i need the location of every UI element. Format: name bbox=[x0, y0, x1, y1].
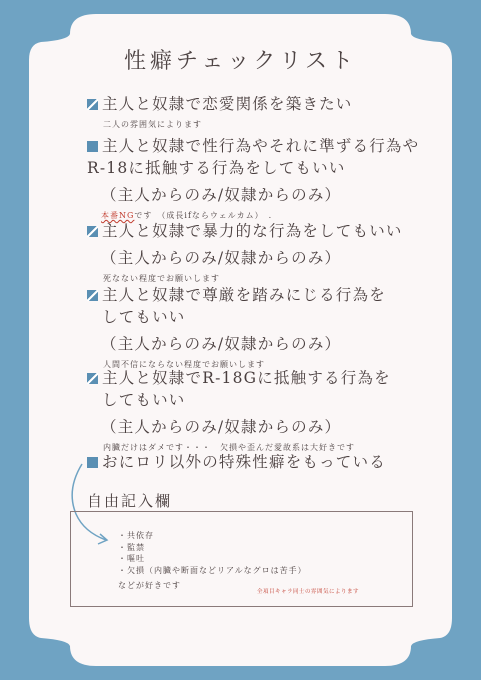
free-entry-footnote: 全項目キャラ同士の雰囲気によります bbox=[257, 589, 360, 595]
ng-text: 本番NG bbox=[101, 211, 135, 220]
free-entry-label: 自由記入欄 bbox=[87, 492, 173, 510]
item-text: 主人と奴隷で性行為やそれに準ずる行為や bbox=[102, 137, 420, 155]
checklist-item-5 bbox=[87, 368, 391, 453]
list-item: ・嘔吐 bbox=[118, 554, 145, 563]
item-note: 人間不信にならない程度でお願いします bbox=[103, 360, 265, 369]
checked-box-icon[interactable] bbox=[87, 373, 98, 384]
item-text: 主人と奴隷でR-18Gに抵触する行為を bbox=[102, 369, 391, 387]
list-item: ・監禁 bbox=[118, 542, 145, 552]
filled-box-icon[interactable] bbox=[87, 141, 98, 152]
item-text: 主人と奴隷で恋愛関係を築きたい bbox=[102, 95, 353, 113]
free-entry-tail: などが好きです bbox=[118, 581, 181, 590]
checklist-item-4 bbox=[87, 285, 386, 370]
page-title: 性癖チェックリスト bbox=[124, 49, 357, 74]
checklist-item-6 bbox=[87, 452, 386, 473]
list-item: ・共依存 bbox=[118, 531, 154, 540]
item-text: 主人と奴隷で暴力的な行為をしてもいい bbox=[102, 222, 403, 240]
item-text: （主人からのみ/奴隷からのみ） bbox=[101, 186, 342, 204]
item-text: （主人からのみ/奴隷からのみ） bbox=[101, 418, 342, 436]
checked-box-icon[interactable] bbox=[87, 226, 98, 237]
item-text: してもいい bbox=[102, 391, 186, 409]
checked-box-icon[interactable] bbox=[87, 290, 98, 301]
item-text: （主人からのみ/奴隷からのみ） bbox=[101, 249, 342, 267]
checklist-item-1 bbox=[87, 94, 353, 130]
item-text: してもいい bbox=[102, 308, 186, 326]
item-note: 本番NGです （成長ifならウェルカム） . bbox=[101, 211, 273, 220]
item-text: R-18に抵触する行為をしてもいい bbox=[87, 159, 346, 177]
free-entry-list bbox=[118, 530, 307, 576]
item-text: おにロリ以外の特殊性癖をもっている bbox=[102, 453, 386, 471]
checked-box-icon[interactable] bbox=[87, 99, 98, 110]
item-note: 内臓だけはダメです・・・ 欠損や歪んだ愛故系は大好きです bbox=[103, 443, 355, 452]
item-note: 死なない程度でお願いします bbox=[103, 274, 220, 283]
list-item: ・欠損（内臓や断面などリアルなグロは苦手） bbox=[118, 565, 307, 575]
item-text: 主人と奴隷で尊厳を踏みにじる行為を bbox=[102, 286, 386, 304]
item-note: 二人の雰囲気によります bbox=[103, 120, 202, 129]
item-text: （主人からのみ/奴隷からのみ） bbox=[101, 335, 342, 353]
checklist-item-2 bbox=[87, 136, 419, 221]
checklist-item-3 bbox=[87, 221, 403, 284]
